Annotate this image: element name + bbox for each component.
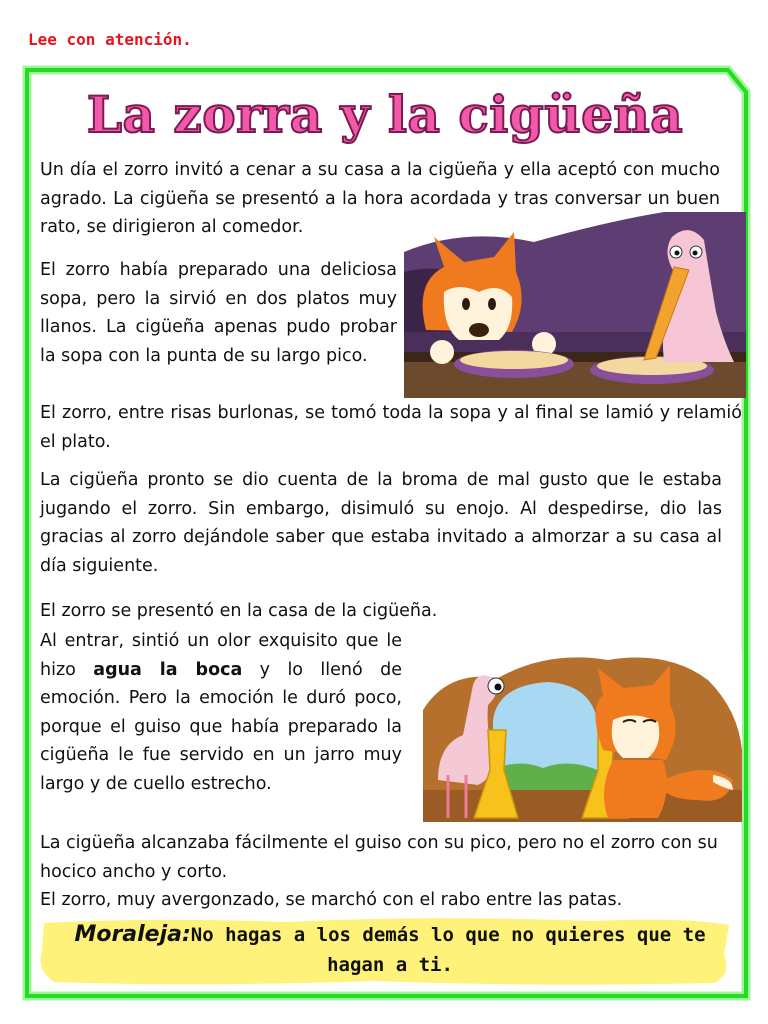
fox-and-stork-with-plates-illustration [404,212,746,398]
moral-label: Moraleja: [74,922,191,947]
paragraph-2: El zorro había preparado una deliciosa sopa, pero la sirvió en dos platos muy llanos. La cigüeña apenas pudo probar la sopa con la punta de su largo pico. [40,260,397,366]
paragraph-7: La cigüeña alcanzaba fácilmente el guiso con su pico, pero no el zorro con su hocico ancho y corto. [40,833,718,882]
paragraph-4: La cigüeña pronto se dio cuenta de la broma de mal gusto que le estaba jugando el zorro. Sin embargo, disimuló su enojo. Al despedirse, dio las gracias al zorro dejándole saber que estaba invitado a almorzar a su casa al día siguiente. [40,470,722,576]
moral-box [60,920,720,980]
stork-and-fox-with-jars-illustration [408,650,742,822]
paragraph-8: El zorro, muy avergonzado, se marchó con el rabo entre las patas. [40,890,623,910]
bold-phrase: agua la boca [93,659,243,680]
paragraph-6 [40,627,402,799]
paragraph-6-start: Al entrar, sintió un olor exquisito que le hizo [40,631,402,680]
paragraph-3: El zorro, entre risas burlonas, se tomó toda la sopa y al final se lamió y relamió el plato. [40,403,742,452]
story-title: La zorra y la cigüeña [86,85,684,144]
paragraph-1: Un día el zorro invitó a cenar a su casa a la cigüeña y ella aceptó con mucho agrado. La cigüeña se presentó a la hora acordada y tras conversar un buen rato, se dirigieron al comedor. [40,160,720,238]
paragraph-6-end: y lo llenó de emoción. Pero la emoción le duró poco, porque el guiso que había preparado la cigüeña le fue servido en un jarro muy largo y de cuello estrecho. [40,659,402,794]
instruction-text: Lee con atención. [28,30,192,49]
moral-text: No hagas a los demás lo que no quieres que te hagan a ti. [190,924,706,976]
paragraph-5: El zorro se presentó en la casa de la cigüeña. [40,601,438,621]
